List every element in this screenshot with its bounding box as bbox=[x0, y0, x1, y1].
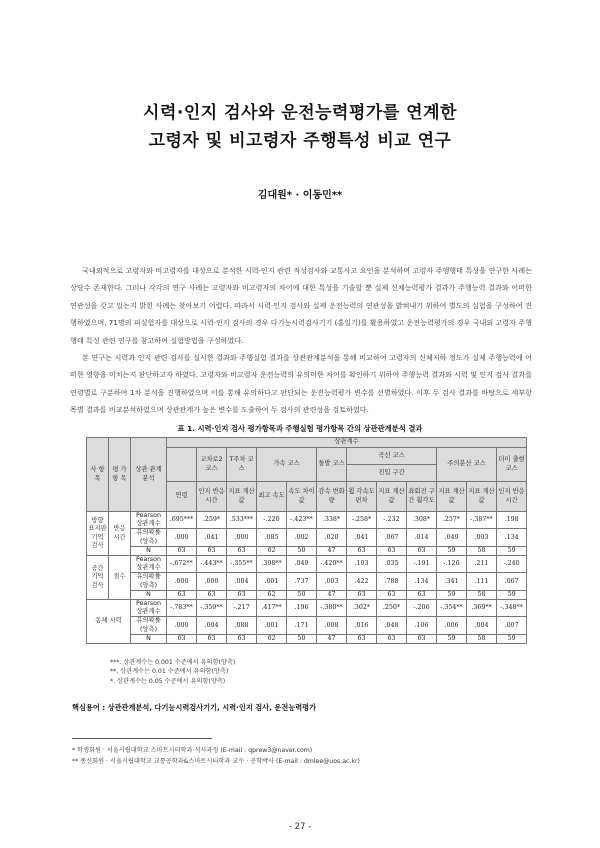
table-row bbox=[87, 556, 527, 573]
footnote-2: ** 종신회원 · 서울시립대학교 교통공학과&스마트시티학과 교수 · 공학박사 (E-mail : dmlee@uos.ac.kr) bbox=[72, 758, 360, 765]
correlation-value: -.359** bbox=[197, 600, 227, 617]
sample-size-value: 59 bbox=[497, 546, 527, 555]
subheader-age: 연령 bbox=[167, 482, 197, 512]
header-distraction-course: 주의분산 코스 bbox=[437, 448, 497, 482]
category-cell: 동체 시력 bbox=[87, 600, 131, 644]
table-row bbox=[87, 634, 527, 643]
subheader: 지표 계산값 bbox=[377, 482, 407, 512]
significance-value: .088 bbox=[227, 617, 257, 634]
footnote-divider bbox=[72, 738, 212, 739]
sample-size-value: 63 bbox=[347, 634, 377, 643]
sample-size-value: 58 bbox=[467, 634, 497, 643]
correlation-value: -.220 bbox=[257, 512, 287, 529]
sample-size-value: 63 bbox=[197, 590, 227, 599]
header-correlation-coefficient: 상관계수 bbox=[167, 438, 527, 448]
authors: 김대원* · 이동민** bbox=[257, 190, 343, 201]
sample-size-value: 63 bbox=[167, 546, 197, 555]
significance-value: .106 bbox=[407, 617, 437, 634]
significance-value: .041 bbox=[347, 529, 377, 546]
correlation-value: .259* bbox=[197, 512, 227, 529]
abstract-paragraph-1: 국내외적으로 고령자와 비고령자를 대상으로 분석한 시력·인지 관련 적성검사와 교통사고 요인을 분석하며 고령자 주행행태 특성을 연구한 사례는 상당수 존재한다. 그러나 각각의 연구 사례는 고령자와 비고령자의 차이에 대한 특성을 기술할 뿐 실제 신체능력평가 결과가 주행능력 결과와 어떠한 연관성을 갖고 있는지 밝힌 사례는 찾아보기 어렵다. 따라서 시력·인지 검사와 실제 운전능력의 연관성을 밝혀내기 위하여 별도의 실험을 구성하여 진행하였으며, 71명의 피실험자를 대상으로 시력·인지 검사의 경우 다기능시력검사기기 (홍일기)를 활용하였고 운전능력평가의 경우 국내외 고령자 주행행태 특성 관련 연구를 참고하여 실험방법을 구성하였다. bbox=[70, 266, 532, 345]
sample-size-value: 63 bbox=[227, 546, 257, 555]
paper-title-line1: 시력·인지 검사와 운전능력평가를 연계한 bbox=[143, 103, 457, 123]
header-cross2-course: 교차로2 코스 bbox=[197, 448, 227, 482]
significance-value: .007 bbox=[497, 617, 527, 634]
table-row bbox=[87, 573, 527, 590]
sample-size-value: 63 bbox=[407, 546, 437, 555]
row-label-significance: 유의확률 (양측) bbox=[131, 529, 167, 546]
sample-size-value: 63 bbox=[197, 634, 227, 643]
category-cell: 공간 기억 검사 bbox=[87, 556, 109, 600]
sample-size-value: 63 bbox=[167, 634, 197, 643]
significance-value: .001 bbox=[257, 617, 287, 634]
sample-size-value: 63 bbox=[347, 546, 377, 555]
header-correlation-analysis: 상관 관계 분석 bbox=[131, 438, 167, 512]
correlation-value: .417** bbox=[257, 600, 287, 617]
header-obstacle-course: 돌발 코스 bbox=[317, 448, 347, 482]
table-row bbox=[87, 600, 527, 617]
significance-value: .067 bbox=[377, 529, 407, 546]
significance-value: .008 bbox=[317, 617, 347, 634]
header-tparking-course: T주차 코스 bbox=[227, 448, 257, 482]
subheader: 휠 각속도 편차 bbox=[347, 482, 377, 512]
correlation-value: -.672** bbox=[167, 556, 197, 573]
significance-value: .067 bbox=[497, 573, 527, 590]
subheader: 최고 속도 bbox=[257, 482, 287, 512]
significance-value: .049 bbox=[437, 529, 467, 546]
header-curve-course: 곡선 코스 bbox=[347, 448, 437, 465]
subheader: 인지 반응 시간 bbox=[197, 482, 227, 512]
sample-size-value: 59 bbox=[437, 634, 467, 643]
sample-size-value: 63 bbox=[197, 546, 227, 555]
note-line: **. 상관계수는 0.01 수준에서 유의함(양측) bbox=[110, 668, 229, 676]
correlation-value: .049 bbox=[287, 556, 317, 573]
significance-value: .134 bbox=[407, 573, 437, 590]
significance-value: .001 bbox=[257, 573, 287, 590]
sample-size-value: 63 bbox=[227, 634, 257, 643]
correlation-value: -.126 bbox=[437, 556, 467, 573]
subheader: 인지 반응 시간 bbox=[497, 482, 527, 512]
keywords: 핵심용어 : 상관관계분석, 다기능시력검사기기, 시력·인지 검사, 운전능력평가 bbox=[72, 703, 317, 712]
subheader: 속도 차이값 bbox=[287, 482, 317, 512]
significance-value: .014 bbox=[407, 529, 437, 546]
significance-value: .134 bbox=[497, 529, 527, 546]
sample-size-value: 63 bbox=[347, 590, 377, 599]
significance-value: .003 bbox=[467, 529, 497, 546]
correlation-value: -.354** bbox=[437, 600, 467, 617]
correlation-value: -.443** bbox=[197, 556, 227, 573]
sample-size-value: 59 bbox=[437, 546, 467, 555]
row-label-n: N bbox=[131, 590, 167, 599]
table-row bbox=[87, 512, 527, 529]
correlation-value: -.217 bbox=[227, 600, 257, 617]
correlation-value: .196 bbox=[287, 600, 317, 617]
significance-value: .004 bbox=[227, 573, 257, 590]
significance-value: .000 bbox=[197, 573, 227, 590]
sample-size-value: 59 bbox=[497, 634, 527, 643]
sample-size-value: 47 bbox=[317, 546, 347, 555]
significance-value: .048 bbox=[377, 617, 407, 634]
correlation-value: -.206 bbox=[407, 600, 437, 617]
correlation-value: -.420** bbox=[317, 556, 347, 573]
header-category: 사 항 목 bbox=[87, 438, 109, 512]
eval-item-cell: 반응 시간 bbox=[109, 512, 131, 556]
footnote-1: * 학생회원 · 서울시립대학교 스마트시티학과 석사과정 (E-mail : qprew3@naver.com) bbox=[72, 747, 313, 754]
significance-value: .041 bbox=[197, 529, 227, 546]
correlation-value: -.232 bbox=[377, 512, 407, 529]
significance-value: .422 bbox=[347, 573, 377, 590]
table-body bbox=[87, 512, 527, 644]
significance-value: .111 bbox=[467, 573, 497, 590]
footnotes bbox=[72, 745, 360, 767]
correlation-value: .198 bbox=[497, 512, 527, 529]
sample-size-value: 59 bbox=[497, 590, 527, 599]
correlation-value: .250* bbox=[377, 600, 407, 617]
correlation-value: .211 bbox=[467, 556, 497, 573]
sample-size-value: 47 bbox=[317, 590, 347, 599]
correlation-value: -.240 bbox=[497, 556, 527, 573]
header-dummy-course: 더미 출현 코스 bbox=[497, 448, 527, 482]
row-label-pearson: Pearson 상관계수 bbox=[131, 556, 167, 573]
significance-value: .737 bbox=[287, 573, 317, 590]
significance-value: .000 bbox=[167, 529, 197, 546]
page-number: - 27 - bbox=[288, 822, 312, 832]
correlation-value: .369** bbox=[467, 600, 497, 617]
sample-size-value: 50 bbox=[287, 590, 317, 599]
correlation-value: -.258* bbox=[347, 512, 377, 529]
significance-value: .000 bbox=[167, 617, 197, 634]
header-entry-section: 진입 구간 bbox=[347, 465, 437, 482]
correlation-value: .695*** bbox=[167, 512, 197, 529]
row-label-significance: 유의확률 (양측) bbox=[131, 573, 167, 590]
significance-value: .004 bbox=[467, 617, 497, 634]
sample-size-value: 47 bbox=[317, 634, 347, 643]
correlation-value: .308* bbox=[407, 512, 437, 529]
sample-size-value: 58 bbox=[467, 546, 497, 555]
correlation-value: -.191 bbox=[407, 556, 437, 573]
correlation-value: .338* bbox=[317, 512, 347, 529]
sample-size-value: 63 bbox=[377, 546, 407, 555]
sample-size-value: 63 bbox=[227, 590, 257, 599]
sample-size-value: 63 bbox=[377, 590, 407, 599]
significance-value: .341 bbox=[437, 573, 467, 590]
subheader: 지표 계산값 bbox=[227, 482, 257, 512]
category-cell: 방향 표지판 기억 검사 bbox=[87, 512, 109, 556]
sample-size-value: 63 bbox=[377, 634, 407, 643]
significance-value: .002 bbox=[287, 529, 317, 546]
significance-value: .020 bbox=[317, 529, 347, 546]
subheader: 지표 계산값 bbox=[467, 482, 497, 512]
correlation-value: -.423** bbox=[287, 512, 317, 529]
note-line: ***. 상관계수는 0.001 수준에서 유의함(양측) bbox=[110, 659, 236, 666]
correlation-value: .035 bbox=[377, 556, 407, 573]
sample-size-value: 63 bbox=[167, 590, 197, 599]
row-label-pearson: Pearson 상관계수 bbox=[131, 600, 167, 617]
header-accel-course: 가속 코스 bbox=[257, 448, 317, 482]
sample-size-value: 50 bbox=[287, 546, 317, 555]
note-line: *. 상관계수는 0.05 수준에서 유의함(양측) bbox=[110, 677, 226, 685]
correlation-value: .302* bbox=[347, 600, 377, 617]
eval-item-cell: 점수 bbox=[109, 556, 131, 600]
subheader: 좌회전 구간 횔각도 bbox=[407, 482, 437, 512]
significance-value: .085 bbox=[257, 529, 287, 546]
sample-size-value: 62 bbox=[257, 634, 287, 643]
significance-value: .006 bbox=[437, 617, 467, 634]
significance-value: .000 bbox=[227, 529, 257, 546]
row-label-n: N bbox=[131, 546, 167, 555]
header-eval-item: 평 가 항 목 bbox=[109, 438, 131, 512]
sample-size-value: 62 bbox=[257, 546, 287, 555]
table-row bbox=[87, 617, 527, 634]
table-row bbox=[87, 529, 527, 546]
paper-title-line2: 고령자 및 비고령자 주행특성 비교 연구 bbox=[148, 131, 452, 151]
correlation-value: .257* bbox=[437, 512, 467, 529]
significance-value: .788 bbox=[377, 573, 407, 590]
abstract bbox=[70, 262, 532, 419]
correlation-value: -.348** bbox=[497, 600, 527, 617]
significance-value: .171 bbox=[287, 617, 317, 634]
row-label-significance: 유의확률 (양측) bbox=[131, 617, 167, 634]
row-label-n: N bbox=[131, 634, 167, 643]
sample-size-value: 62 bbox=[257, 590, 287, 599]
table-caption: 표 1. 시력·인지 검사 평가항목과 주행실험 평가항목 간의 상관관계분석 결과 bbox=[177, 424, 423, 433]
table-row bbox=[87, 590, 527, 599]
sample-size-value: 58 bbox=[467, 590, 497, 599]
correlation-table bbox=[86, 437, 527, 644]
subheader: 감속 변화량 bbox=[317, 482, 347, 512]
significance-value: .016 bbox=[347, 617, 377, 634]
abstract-paragraph-2: 본 연구는 시력과 인지 관련 검사를 실시한 결과와 주행실험 결과를 상관관계분석을 통해 비교하여 고령자의 신체저하 정도가 실제 주행능력에 어떠한 영향을 미치는지 판단하고자 하였다. 고령자와 비고령자 운전능력의 유의미한 차이를 확인하기 위하여 주행능력 결과와 시력 및 인지 검사 결과를 연령별로 구분하여 1차 분석을 진행하였으며 이를 통해 유의하다고 판단되는 운전능력평가 변수를 선별하였다. 이후 두 검사 결과를 바탕으로 세부항목별 결과를 비교분석하였으며 상관관계가 높은 변수를 도출하여 두 검사의 관련성을 검토하였다. bbox=[70, 353, 532, 415]
correlation-value: -.783** bbox=[167, 600, 197, 617]
row-label-pearson: Pearson 상관계수 bbox=[131, 512, 167, 529]
table-notes bbox=[110, 658, 235, 686]
significance-value: .000 bbox=[167, 573, 197, 590]
correlation-value: .103 bbox=[347, 556, 377, 573]
significance-value: .003 bbox=[317, 573, 347, 590]
subheader: 지표 계산값 bbox=[437, 482, 467, 512]
correlation-value: -.355** bbox=[227, 556, 257, 573]
significance-value: .004 bbox=[197, 617, 227, 634]
sample-size-value: 59 bbox=[437, 590, 467, 599]
correlation-value: -.380** bbox=[317, 600, 347, 617]
correlation-value: -.387** bbox=[467, 512, 497, 529]
table-row bbox=[87, 546, 527, 555]
header-diagonal-cell bbox=[167, 448, 197, 482]
sample-size-value: 63 bbox=[407, 590, 437, 599]
correlation-value: .533*** bbox=[227, 512, 257, 529]
sample-size-value: 63 bbox=[407, 634, 437, 643]
correlation-value: .398** bbox=[257, 556, 287, 573]
sample-size-value: 50 bbox=[287, 634, 317, 643]
